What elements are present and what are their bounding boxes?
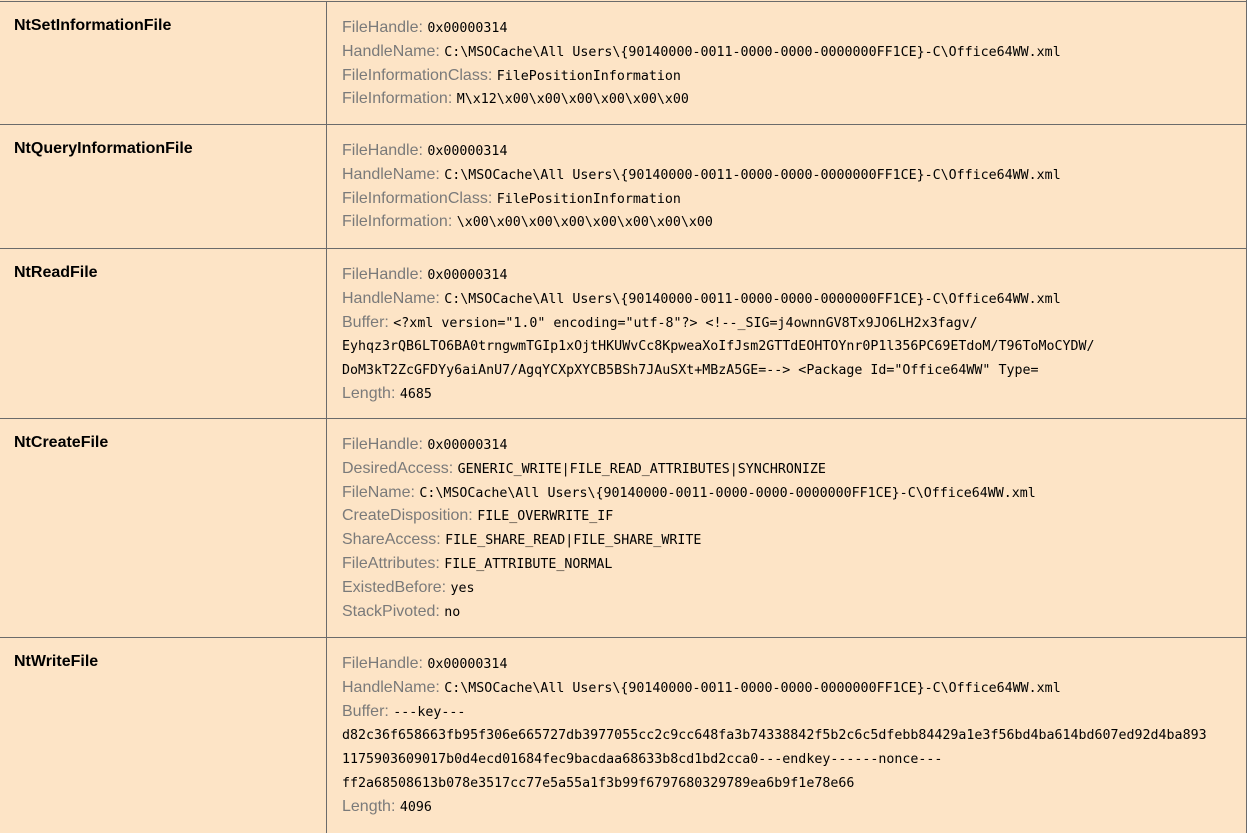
argument-name: FileInformationClass: bbox=[342, 66, 493, 84]
argument-name: Length: bbox=[342, 797, 396, 815]
argument-value: FilePositionInformation bbox=[496, 191, 681, 207]
argument-value: 0x00000314 bbox=[427, 268, 508, 283]
argument-continuation bbox=[342, 723, 1239, 747]
argument bbox=[342, 16, 1239, 40]
argument-value: C:\MSOCache\All Users\{90140000-0011-0000-0000-0000000FF1CE}-C\Office64WW.xml bbox=[444, 291, 1061, 307]
argument-name: FileInformation: bbox=[342, 213, 453, 231]
table-row bbox=[0, 124, 1247, 249]
argument-name: FileAttributes: bbox=[342, 554, 440, 572]
argument bbox=[342, 210, 1239, 234]
api-name: NtReadFile bbox=[14, 264, 98, 281]
table-row bbox=[0, 418, 1247, 638]
argument-name: FileHandle: bbox=[342, 655, 423, 672]
api-cell bbox=[0, 249, 327, 419]
argument bbox=[342, 576, 1239, 600]
arguments-cell bbox=[342, 263, 1239, 406]
argument bbox=[342, 40, 1239, 64]
argument-name: FileHandle: bbox=[342, 142, 423, 159]
argument bbox=[342, 528, 1239, 552]
argument bbox=[342, 457, 1239, 481]
argument-continuation bbox=[342, 358, 1239, 382]
argument-name: HandleName: bbox=[342, 42, 440, 60]
argument-name: Buffer: bbox=[342, 313, 389, 331]
argument bbox=[342, 433, 1239, 457]
argument bbox=[342, 87, 1239, 111]
argument-value: 0x00000314 bbox=[427, 438, 508, 453]
argument-name: HandleName: bbox=[342, 289, 440, 307]
argument bbox=[342, 700, 1239, 724]
argument bbox=[342, 311, 1239, 335]
argument-name: FileHandle: bbox=[342, 19, 423, 36]
argument bbox=[342, 652, 1239, 676]
argument-name: FileHandle: bbox=[342, 436, 423, 453]
argument-value: FilePositionInformation bbox=[496, 68, 681, 84]
api-name: NtCreateFile bbox=[14, 434, 109, 451]
argument-name: FileHandle: bbox=[342, 266, 423, 283]
argument-value: 4685 bbox=[399, 386, 432, 402]
argument-value: FILE_SHARE_READ|FILE_SHARE_WRITE bbox=[445, 533, 702, 549]
argument-value: 4096 bbox=[399, 799, 432, 815]
argument-continuation bbox=[342, 747, 1239, 771]
argument bbox=[342, 187, 1239, 211]
argument-value: Eyhqz3rQB6LTO6BA0trngwmTGIp1xOjtHKUWvCc8KpweaXoIfJsm2GTTdEOHTOYnr0P1l356PC69ETdoM/T96ToMoCYDW/ bbox=[342, 339, 1095, 355]
argument-name: CreateDisposition: bbox=[342, 507, 473, 525]
api-name: NtSetInformationFile bbox=[14, 17, 172, 34]
argument bbox=[342, 163, 1239, 187]
argument-value: C:\MSOCache\All Users\{90140000-0011-0000-0000-0000000FF1CE}-C\Office64WW.xml bbox=[444, 44, 1061, 60]
argument-value: C:\MSOCache\All Users\{90140000-0011-0000-0000-0000000FF1CE}-C\Office64WW.xml bbox=[419, 485, 1036, 501]
api-cell bbox=[0, 2, 327, 125]
argument-name: FileInformation: bbox=[342, 90, 453, 108]
argument bbox=[342, 481, 1239, 505]
argument bbox=[342, 64, 1239, 88]
argument-name: Buffer: bbox=[342, 702, 389, 720]
argument-value: 0x00000314 bbox=[427, 144, 508, 159]
argument-value: GENERIC_WRITE|FILE_READ_ATTRIBUTES|SYNCHRONIZE bbox=[457, 461, 826, 477]
arguments-cell bbox=[342, 139, 1239, 234]
api-cell bbox=[0, 419, 327, 638]
api-name: NtWriteFile bbox=[14, 653, 99, 670]
argument-name: FileName: bbox=[342, 483, 415, 501]
argument-name: HandleName: bbox=[342, 678, 440, 696]
table-row bbox=[0, 248, 1247, 419]
table-row bbox=[0, 1, 1247, 125]
argument-value: 1175903609017b0d4ecd01684fec9bacdaa68633b8cd1bd2cca0---endkey------nonce--- bbox=[342, 752, 943, 768]
table-row bbox=[0, 637, 1247, 833]
api-name: NtQueryInformationFile bbox=[14, 140, 193, 157]
argument bbox=[342, 552, 1239, 576]
arguments-cell bbox=[342, 16, 1239, 111]
argument bbox=[342, 504, 1239, 528]
argument-continuation bbox=[342, 334, 1239, 358]
argument-continuation bbox=[342, 771, 1239, 795]
argument-name: ExistedBefore: bbox=[342, 578, 447, 596]
argument-name: ShareAccess: bbox=[342, 531, 441, 549]
argument bbox=[342, 795, 1239, 819]
argument-value: 0x00000314 bbox=[427, 657, 508, 672]
arguments-cell bbox=[342, 652, 1239, 819]
argument bbox=[342, 676, 1239, 700]
argument-value: FILE_ATTRIBUTE_NORMAL bbox=[444, 556, 613, 572]
argument-name: Length: bbox=[342, 384, 396, 402]
argument-name: FileInformationClass: bbox=[342, 189, 493, 207]
argument bbox=[342, 600, 1239, 624]
api-cell bbox=[0, 125, 327, 249]
argument bbox=[342, 139, 1239, 163]
argument-name: DesiredAccess: bbox=[342, 459, 454, 477]
argument-name: StackPivoted: bbox=[342, 602, 440, 620]
argument-name: HandleName: bbox=[342, 165, 440, 183]
argument-value: C:\MSOCache\All Users\{90140000-0011-0000-0000-0000000FF1CE}-C\Office64WW.xml bbox=[444, 167, 1061, 183]
argument-value: d82c36f658663fb95f306e665727db3977055cc2c9cc648fa3b74338842f5b2c6c5dfebb84429a1e3f56bd4ba614bd607ed92d4ba893 bbox=[342, 728, 1207, 744]
argument-value: <?xml version="1.0" encoding="utf-8"?> <!--_SIG=j4ownnGV8Tx9JO6LH2x3fagv/ bbox=[393, 315, 978, 331]
arguments-cell bbox=[342, 433, 1239, 623]
argument-value: no bbox=[444, 604, 461, 620]
argument-value: FILE_OVERWRITE_IF bbox=[477, 509, 614, 525]
argument-value: ff2a68508613b078e3517cc77e5a55a1f3b99f6797680329789ea6b9f1e78e66 bbox=[342, 775, 855, 791]
argument-value: M\x12\x00\x00\x00\x00\x00\x00 bbox=[456, 92, 689, 108]
argument bbox=[342, 263, 1239, 287]
argument-value: \x00\x00\x00\x00\x00\x00\x00\x00 bbox=[456, 215, 713, 231]
argument-value: ---key--- bbox=[393, 704, 466, 720]
argument-value: 0x00000314 bbox=[427, 21, 508, 36]
argument bbox=[342, 287, 1239, 311]
argument-value: DoM3kT2ZcGFDYy6aiAnU7/AgqYCXpXYCB5BSh7JAuSXt+MBzA5GE=--> <Package Id="Office64WW" Type= bbox=[342, 363, 1039, 379]
argument bbox=[342, 382, 1239, 406]
argument-value: yes bbox=[450, 580, 475, 596]
argument-value: C:\MSOCache\All Users\{90140000-0011-0000-0000-0000000FF1CE}-C\Office64WW.xml bbox=[444, 680, 1061, 696]
api-cell bbox=[0, 638, 327, 833]
